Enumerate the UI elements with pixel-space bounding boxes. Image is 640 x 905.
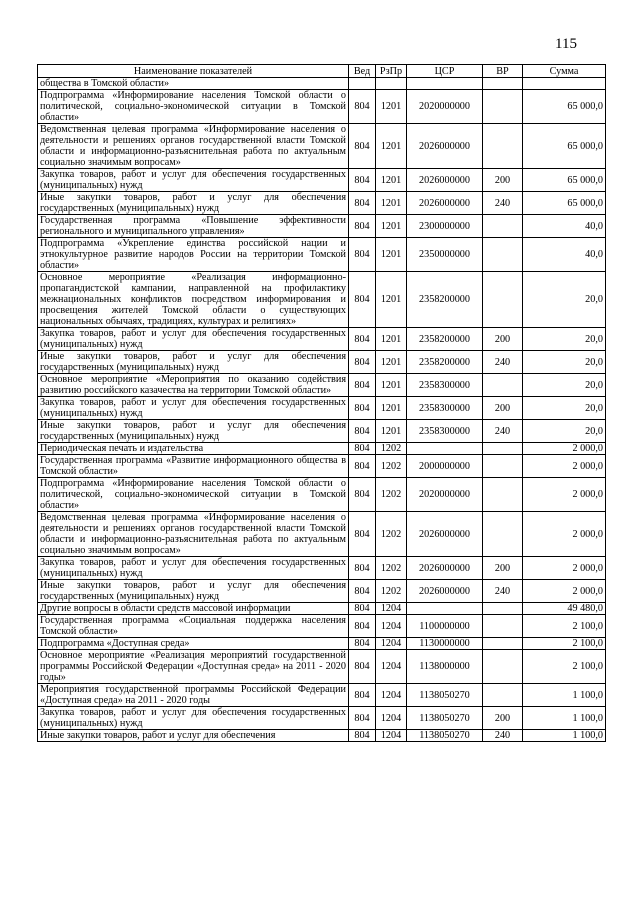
cell-ved: 804 <box>349 397 376 420</box>
cell-vr <box>483 238 523 272</box>
cell-ved: 804 <box>349 192 376 215</box>
cell-rzpr: 1201 <box>376 420 407 443</box>
cell-csr: 2020000000 <box>407 478 483 512</box>
cell-sum: 2 000,0 <box>523 512 606 557</box>
cell-name: Закупка товаров, работ и услуг для обеспечения государственных (муниципальных) нужд <box>38 328 349 351</box>
header-sum: Сумма <box>523 65 606 78</box>
cell-vr <box>483 90 523 124</box>
cell-vr <box>483 78 523 90</box>
cell-csr: 2358300000 <box>407 397 483 420</box>
cell-rzpr: 1201 <box>376 90 407 124</box>
cell-ved: 804 <box>349 512 376 557</box>
cell-csr: 2358200000 <box>407 272 483 328</box>
cell-csr: 2026000000 <box>407 557 483 580</box>
cell-csr: 2026000000 <box>407 512 483 557</box>
table-row <box>38 420 606 443</box>
header-vr: ВР <box>483 65 523 78</box>
cell-rzpr: 1202 <box>376 443 407 455</box>
cell-rzpr: 1201 <box>376 192 407 215</box>
cell-csr: 2358200000 <box>407 351 483 374</box>
cell-name: Государственная программа «Социальная поддержка населения Томской области» <box>38 615 349 638</box>
table-row <box>38 603 606 615</box>
cell-csr: 2350000000 <box>407 238 483 272</box>
budget-table <box>37 64 606 742</box>
cell-ved: 804 <box>349 455 376 478</box>
cell-vr <box>483 684 523 707</box>
page-number: 115 <box>555 36 577 52</box>
cell-sum: 2 000,0 <box>523 580 606 603</box>
cell-rzpr: 1201 <box>376 351 407 374</box>
cell-name: Закупка товаров, работ и услуг для обеспечения государственных (муниципальных) нужд <box>38 397 349 420</box>
cell-csr <box>407 78 483 90</box>
cell-sum: 2 000,0 <box>523 455 606 478</box>
cell-ved: 804 <box>349 215 376 238</box>
table-row <box>38 124 606 169</box>
table-body <box>38 78 606 742</box>
cell-rzpr: 1201 <box>376 397 407 420</box>
cell-sum: 2 000,0 <box>523 443 606 455</box>
table-row <box>38 90 606 124</box>
cell-ved: 804 <box>349 374 376 397</box>
cell-name: Мероприятия государственной программы Российской Федерации «Доступная среда» на 2011 - 2020 годы <box>38 684 349 707</box>
cell-vr: 200 <box>483 707 523 730</box>
cell-vr: 240 <box>483 192 523 215</box>
cell-name: Подпрограмма «Доступная среда» <box>38 638 349 650</box>
cell-ved: 804 <box>349 650 376 684</box>
table-row <box>38 707 606 730</box>
table-row <box>38 169 606 192</box>
cell-name: Подпрограмма «Информирование населения Томской области о политической, социально-экономической ситуации в Томской области» <box>38 90 349 124</box>
cell-sum: 65 000,0 <box>523 192 606 215</box>
cell-rzpr <box>376 78 407 90</box>
cell-rzpr: 1204 <box>376 684 407 707</box>
cell-vr <box>483 443 523 455</box>
cell-csr: 1138050270 <box>407 684 483 707</box>
cell-csr: 2026000000 <box>407 124 483 169</box>
cell-csr: 2000000000 <box>407 455 483 478</box>
cell-sum: 2 100,0 <box>523 650 606 684</box>
cell-sum: 1 100,0 <box>523 684 606 707</box>
cell-csr: 2300000000 <box>407 215 483 238</box>
cell-rzpr: 1202 <box>376 580 407 603</box>
cell-csr: 2358200000 <box>407 328 483 351</box>
cell-vr <box>483 215 523 238</box>
table-row <box>38 374 606 397</box>
cell-rzpr: 1204 <box>376 638 407 650</box>
cell-sum: 20,0 <box>523 328 606 351</box>
cell-ved: 804 <box>349 730 376 742</box>
cell-sum: 65 000,0 <box>523 90 606 124</box>
cell-sum: 40,0 <box>523 238 606 272</box>
cell-rzpr: 1201 <box>376 272 407 328</box>
cell-ved: 804 <box>349 328 376 351</box>
cell-name: Иные закупки товаров, работ и услуг для обеспечения государственных (муниципальных) нужд <box>38 192 349 215</box>
table-row <box>38 238 606 272</box>
cell-vr: 200 <box>483 557 523 580</box>
cell-sum: 20,0 <box>523 374 606 397</box>
table-row <box>38 478 606 512</box>
cell-ved: 804 <box>349 351 376 374</box>
cell-csr: 2358300000 <box>407 420 483 443</box>
cell-csr: 1100000000 <box>407 615 483 638</box>
header-rzpr: РзПр <box>376 65 407 78</box>
cell-ved: 804 <box>349 603 376 615</box>
table-row <box>38 638 606 650</box>
table-row <box>38 443 606 455</box>
cell-sum: 49 480,0 <box>523 603 606 615</box>
cell-name: Подпрограмма «Информирование населения Томской области о политической, социально-экономической ситуации в Томской области» <box>38 478 349 512</box>
cell-csr: 1130000000 <box>407 638 483 650</box>
cell-vr <box>483 650 523 684</box>
table-row <box>38 397 606 420</box>
cell-ved: 804 <box>349 638 376 650</box>
cell-name: Основное мероприятие «Реализация информационно-пропагандистской кампании, направленной на профилактику межнациональных конфликтов посредством информирования и просвещения жителей Томской области о существующих национальных обычаях, традициях, культурах и религиях» <box>38 272 349 328</box>
cell-sum: 65 000,0 <box>523 124 606 169</box>
cell-name: Иные закупки товаров, работ и услуг для обеспечения <box>38 730 349 742</box>
cell-csr: 1138050270 <box>407 730 483 742</box>
cell-sum: 2 100,0 <box>523 615 606 638</box>
table-row <box>38 351 606 374</box>
cell-sum: 2 000,0 <box>523 557 606 580</box>
cell-name: Основное мероприятие «Реализация мероприятий государственной программы Российской Федерации «Доступная среда» на 2011 - 2020 годы» <box>38 650 349 684</box>
cell-csr: 2026000000 <box>407 169 483 192</box>
cell-ved: 804 <box>349 124 376 169</box>
cell-name: Государственная программа «Развитие информационного общества в Томской области» <box>38 455 349 478</box>
cell-csr: 2026000000 <box>407 580 483 603</box>
cell-rzpr: 1202 <box>376 512 407 557</box>
cell-csr: 2358300000 <box>407 374 483 397</box>
cell-sum: 2 000,0 <box>523 478 606 512</box>
cell-vr: 200 <box>483 397 523 420</box>
cell-ved: 804 <box>349 707 376 730</box>
cell-rzpr: 1201 <box>376 215 407 238</box>
cell-ved <box>349 78 376 90</box>
cell-name: Закупка товаров, работ и услуг для обеспечения государственных (муниципальных) нужд <box>38 707 349 730</box>
cell-rzpr: 1201 <box>376 169 407 192</box>
table-header-row <box>38 65 606 78</box>
cell-ved: 804 <box>349 443 376 455</box>
table-row <box>38 730 606 742</box>
cell-csr <box>407 603 483 615</box>
cell-csr <box>407 443 483 455</box>
cell-vr <box>483 512 523 557</box>
cell-ved: 804 <box>349 272 376 328</box>
cell-rzpr: 1204 <box>376 650 407 684</box>
cell-vr: 240 <box>483 730 523 742</box>
cell-name: обществa в Томской области» <box>38 78 349 90</box>
cell-name: Закупка товаров, работ и услуг для обеспечения государственных (муниципальных) нужд <box>38 169 349 192</box>
cell-csr: 1138050270 <box>407 707 483 730</box>
cell-rzpr: 1202 <box>376 455 407 478</box>
table-row <box>38 650 606 684</box>
cell-ved: 804 <box>349 580 376 603</box>
cell-vr <box>483 374 523 397</box>
table-row <box>38 192 606 215</box>
cell-name: Ведомственная целевая программа «Информирование населения о деятельности и решениях органов государственной власти Томской области и информационно-разъяснительная работа по актуальным социально значимым вопросам» <box>38 124 349 169</box>
cell-sum: 2 100,0 <box>523 638 606 650</box>
cell-vr: 200 <box>483 328 523 351</box>
cell-rzpr: 1204 <box>376 615 407 638</box>
table-row <box>38 512 606 557</box>
cell-name: Подпрограмма «Укрепление единства российской нации и этнокультурное развитие народов России на территории Томской области» <box>38 238 349 272</box>
cell-rzpr: 1201 <box>376 124 407 169</box>
cell-name: Другие вопросы в области средств массовой информации <box>38 603 349 615</box>
cell-ved: 804 <box>349 169 376 192</box>
cell-name: Закупка товаров, работ и услуг для обеспечения государственных (муниципальных) нужд <box>38 557 349 580</box>
cell-sum: 65 000,0 <box>523 169 606 192</box>
cell-rzpr: 1204 <box>376 707 407 730</box>
cell-vr: 240 <box>483 420 523 443</box>
cell-name: Ведомственная целевая программа «Информирование населения о деятельности и решениях органов государственной власти Томской области и информационно-разъяснительная работа по актуальным социально значимым вопросам» <box>38 512 349 557</box>
cell-sum <box>523 78 606 90</box>
table-row <box>38 684 606 707</box>
cell-name: Иные закупки товаров, работ и услуг для обеспечения государственных (муниципальных) нужд <box>38 351 349 374</box>
cell-vr <box>483 638 523 650</box>
cell-sum: 20,0 <box>523 397 606 420</box>
cell-ved: 804 <box>349 615 376 638</box>
cell-ved: 804 <box>349 90 376 124</box>
cell-vr <box>483 124 523 169</box>
header-name: Наименование показателей <box>38 65 349 78</box>
table-row <box>38 215 606 238</box>
cell-rzpr: 1201 <box>376 374 407 397</box>
table-row <box>38 455 606 478</box>
cell-vr <box>483 603 523 615</box>
cell-rzpr: 1202 <box>376 478 407 512</box>
cell-rzpr: 1202 <box>376 557 407 580</box>
cell-name: Периодическая печать и издательства <box>38 443 349 455</box>
table-row <box>38 615 606 638</box>
cell-vr <box>483 478 523 512</box>
cell-name: Основное мероприятие «Мероприятия по оказанию содействия развитию российского казачества на территории Томской области» <box>38 374 349 397</box>
cell-csr: 2020000000 <box>407 90 483 124</box>
table-row <box>38 272 606 328</box>
cell-sum: 1 100,0 <box>523 707 606 730</box>
cell-name: Государственная программа «Повышение эффективности регионального и муниципального управления» <box>38 215 349 238</box>
header-csr: ЦСР <box>407 65 483 78</box>
header-ved: Вед <box>349 65 376 78</box>
cell-sum: 20,0 <box>523 420 606 443</box>
cell-rzpr: 1204 <box>376 730 407 742</box>
cell-sum: 1 100,0 <box>523 730 606 742</box>
cell-sum: 40,0 <box>523 215 606 238</box>
cell-sum: 20,0 <box>523 272 606 328</box>
cell-ved: 804 <box>349 557 376 580</box>
table-row <box>38 78 606 90</box>
cell-name: Иные закупки товаров, работ и услуг для обеспечения государственных (муниципальных) нужд <box>38 580 349 603</box>
cell-ved: 804 <box>349 478 376 512</box>
cell-rzpr: 1204 <box>376 603 407 615</box>
cell-vr: 200 <box>483 169 523 192</box>
cell-rzpr: 1201 <box>376 328 407 351</box>
cell-vr <box>483 615 523 638</box>
cell-ved: 804 <box>349 684 376 707</box>
cell-vr <box>483 455 523 478</box>
cell-name: Иные закупки товаров, работ и услуг для обеспечения государственных (муниципальных) нужд <box>38 420 349 443</box>
cell-sum: 20,0 <box>523 351 606 374</box>
cell-vr: 240 <box>483 351 523 374</box>
cell-vr: 240 <box>483 580 523 603</box>
cell-ved: 804 <box>349 420 376 443</box>
cell-ved: 804 <box>349 238 376 272</box>
cell-rzpr: 1201 <box>376 238 407 272</box>
cell-vr <box>483 272 523 328</box>
table-row <box>38 580 606 603</box>
cell-csr: 2026000000 <box>407 192 483 215</box>
cell-csr: 1138000000 <box>407 650 483 684</box>
table-row <box>38 557 606 580</box>
table-row <box>38 328 606 351</box>
